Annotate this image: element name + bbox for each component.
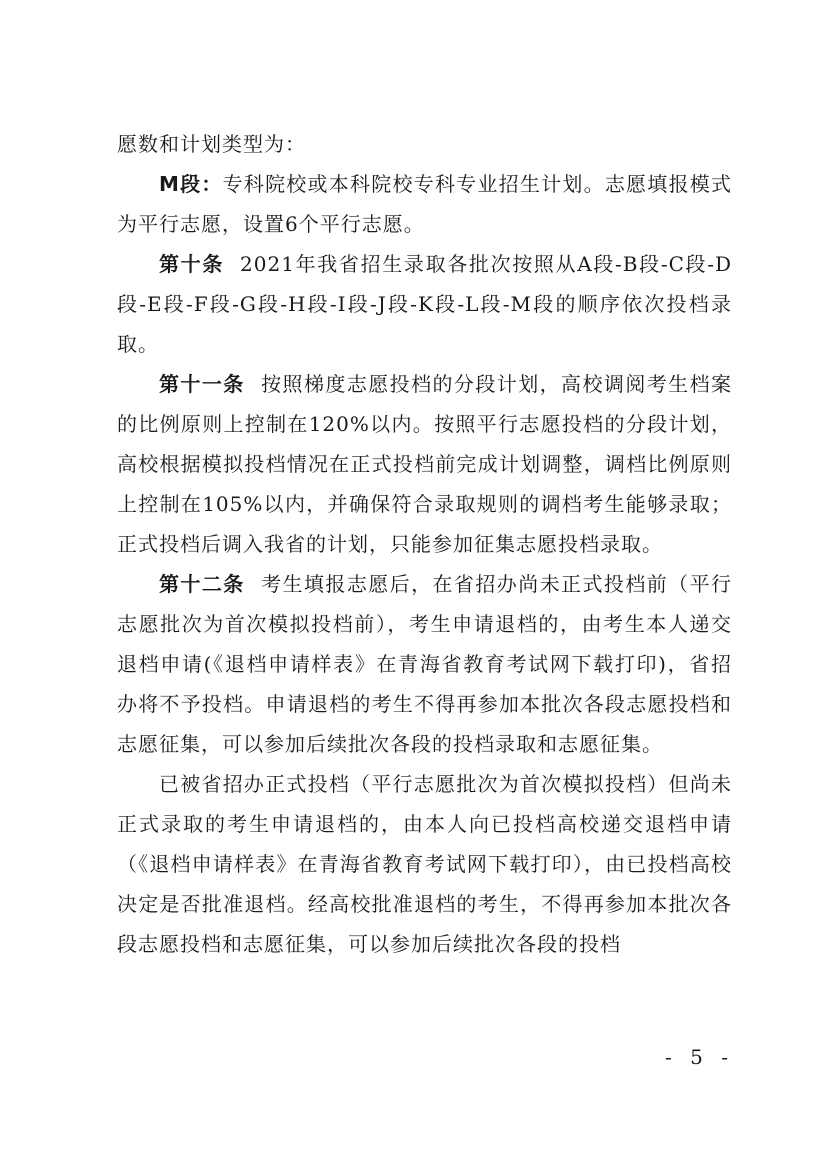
paragraph-heading: M段： [159,172,223,196]
paragraph-text: 考生填报志愿后，在省招办尚未正式投档前（平行志愿批次为首次模拟投档前），考生申请退档的，由考生本人递交退档申请(《退档申请样表》在青海省教育考试网下载打印)，省招办将不予投档。申请退档的考生不得再参加本批次各段志愿投档和志愿征集，可以参加后续批次各段的投档录取和志愿征集。 [117,572,733,756]
paragraph-article-11 [117,364,732,564]
paragraph-text: 愿数和计划类型为： [117,132,306,156]
article-heading: 第十一条 [159,372,245,396]
paragraph-continuation [117,124,732,164]
paragraph-text: 已被省招办正式投档（平行志愿批次为首次模拟投档）但尚未正式录取的考生申请退档的，由本人向已投档高校递交退档申请（《退档申请样表》在青海省教育考试网下载打印），由已投档高校决定是否批准退档。经高校批准退档的考生，不得再参加本批次各段志愿投档和志愿征集，可以参加后续批次各段的投档 [117,772,732,956]
article-heading: 第十二条 [159,572,245,596]
paragraph-article-12 [117,564,732,764]
paragraph-article-10 [117,244,732,364]
page-number: - 5 - [665,1045,734,1069]
paragraph-m-segment [117,164,732,244]
article-heading: 第十条 [159,252,225,276]
paragraph-text: 专科院校或本科院校专科专业招生计划。志愿填报模式为平行志愿，设置6个平行志愿。 [117,172,732,236]
paragraph-text: 按照梯度志愿投档的分段计划，高校调阅考生档案的比例原则上控制在120%以内。按照平行志愿投档的分段计划，高校根据模拟投档情况在正式投档前完成计划调整，调档比例原则上控制在105%以内，并确保符合录取规则的调档考生能够录取；正式投档后调入我省的计划，只能参加征集志愿投档录取。 [117,372,733,556]
paragraph-withdrawal-after-submission [117,764,732,964]
paragraph-text: 2021年我省招生录取各批次按照从A段-B段-C段-D段-E段-F段-G段-H段-I段-J段-K段-L段-M段的顺序依次投档录取。 [117,252,733,356]
body-text [117,124,732,964]
